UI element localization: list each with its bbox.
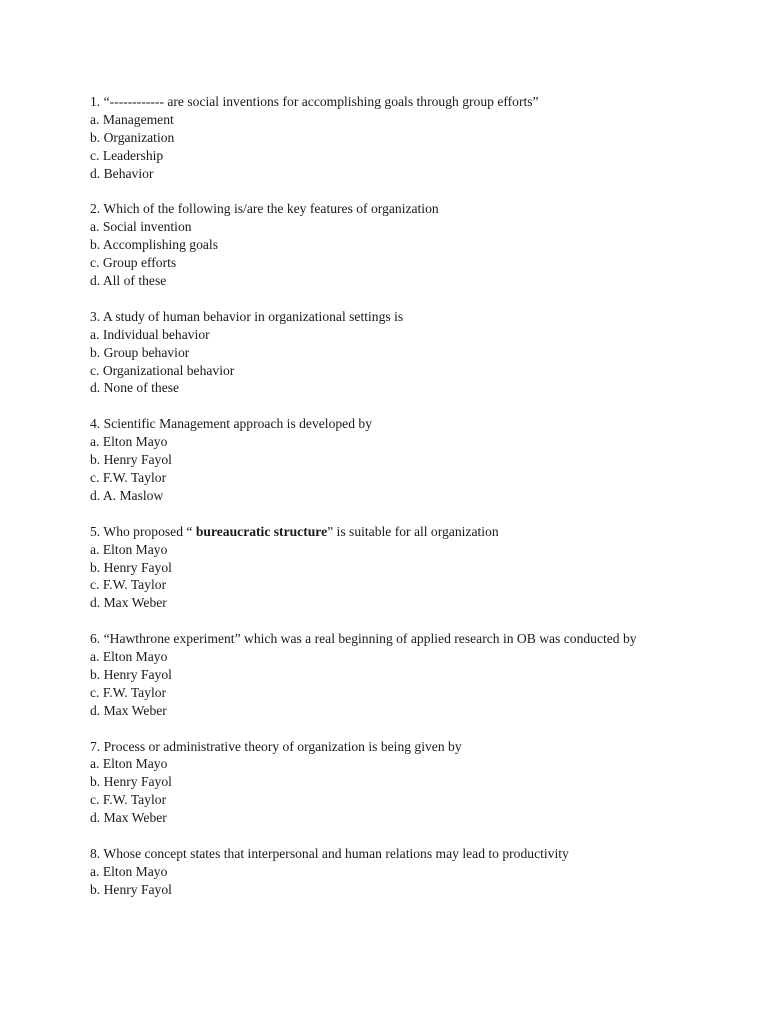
- question-5: [90, 523, 730, 613]
- question-8: [90, 845, 730, 899]
- question-prompt: Whose concept states that interpersonal and human relations may lead to productivity: [103, 845, 569, 861]
- question-prompt: A study of human behavior in organizational settings is: [102, 308, 404, 324]
- question-4: [90, 415, 730, 505]
- question-7: [90, 738, 730, 828]
- question-number: 8.: [90, 845, 101, 861]
- question-number: 5.: [90, 523, 101, 539]
- question-2: [90, 200, 730, 290]
- question-1: [90, 93, 730, 183]
- option-c: c. F.W. Taylor: [90, 577, 167, 593]
- question-emphasis: bureaucratic structure: [195, 523, 328, 539]
- option-b: b. Henry Fayol: [90, 666, 172, 682]
- question-number: 1.: [90, 94, 101, 109]
- question-text: [90, 845, 730, 863]
- option-b: b. Henry Fayol: [90, 559, 172, 575]
- question-3: [90, 308, 730, 398]
- question-text: [90, 308, 730, 326]
- option-b: b. Organization: [90, 129, 175, 145]
- question-prompt: Which of the following is/are the key features of organization: [103, 201, 439, 217]
- option-a: a. Individual behavior: [90, 326, 210, 342]
- option-c: c. F.W. Taylor: [90, 792, 167, 808]
- question-prompt: “------------ are social inventions for accomplishing goals through group efforts”: [103, 94, 539, 109]
- question-number: 2.: [90, 201, 101, 217]
- option-a: a. Social invention: [90, 219, 192, 235]
- option-b: b. Henry Fayol: [90, 452, 172, 468]
- question-text: [90, 523, 730, 541]
- question-number: 6.: [90, 631, 101, 647]
- option-a: a. Elton Mayo: [90, 756, 168, 772]
- question-number: 3.: [90, 308, 101, 324]
- option-c: c. Group efforts: [90, 255, 177, 271]
- option-b: b. Henry Fayol: [90, 881, 172, 897]
- question-text: [90, 93, 730, 111]
- question-prompt: “Hawthrone experiment” which was a real beginning of applied research in OB was conducted by: [103, 631, 637, 647]
- option-b: b. Accomplishing goals: [90, 237, 218, 253]
- option-b: b. Group behavior: [90, 344, 190, 360]
- option-c: c. Organizational behavior: [90, 362, 235, 378]
- question-prompt: Scientific Management approach is developed by: [103, 416, 372, 432]
- question-prompt-after: ” is suitable for all organization: [327, 523, 499, 539]
- option-d: d. Max Weber: [90, 702, 167, 718]
- option-a: a. Management: [90, 111, 174, 127]
- question-text: [90, 630, 730, 648]
- document-page: [90, 93, 730, 917]
- option-d: d. All of these: [90, 273, 167, 289]
- question-prompt: Process or administrative theory of organization is being given by: [103, 738, 462, 754]
- option-d: d. Max Weber: [90, 595, 167, 611]
- option-a: a. Elton Mayo: [90, 434, 168, 450]
- option-d: d. Max Weber: [90, 810, 167, 826]
- question-prompt-before: Who proposed “: [103, 523, 196, 539]
- option-c: c. F.W. Taylor: [90, 684, 167, 700]
- option-b: b. Henry Fayol: [90, 774, 172, 790]
- option-d: d. Behavior: [90, 165, 154, 181]
- option-c: c. F.W. Taylor: [90, 469, 167, 485]
- question-number: 4.: [90, 416, 101, 432]
- question-number: 7.: [90, 738, 101, 754]
- question-6: [90, 630, 730, 720]
- question-text: [90, 415, 730, 433]
- question-text: [90, 738, 730, 756]
- option-a: a. Elton Mayo: [90, 541, 168, 557]
- option-d: d. None of these: [90, 380, 180, 396]
- option-c: c. Leadership: [90, 147, 164, 163]
- option-d: d. A. Maslow: [90, 487, 164, 503]
- question-text: [90, 200, 730, 218]
- option-a: a. Elton Mayo: [90, 863, 168, 879]
- option-a: a. Elton Mayo: [90, 649, 168, 665]
